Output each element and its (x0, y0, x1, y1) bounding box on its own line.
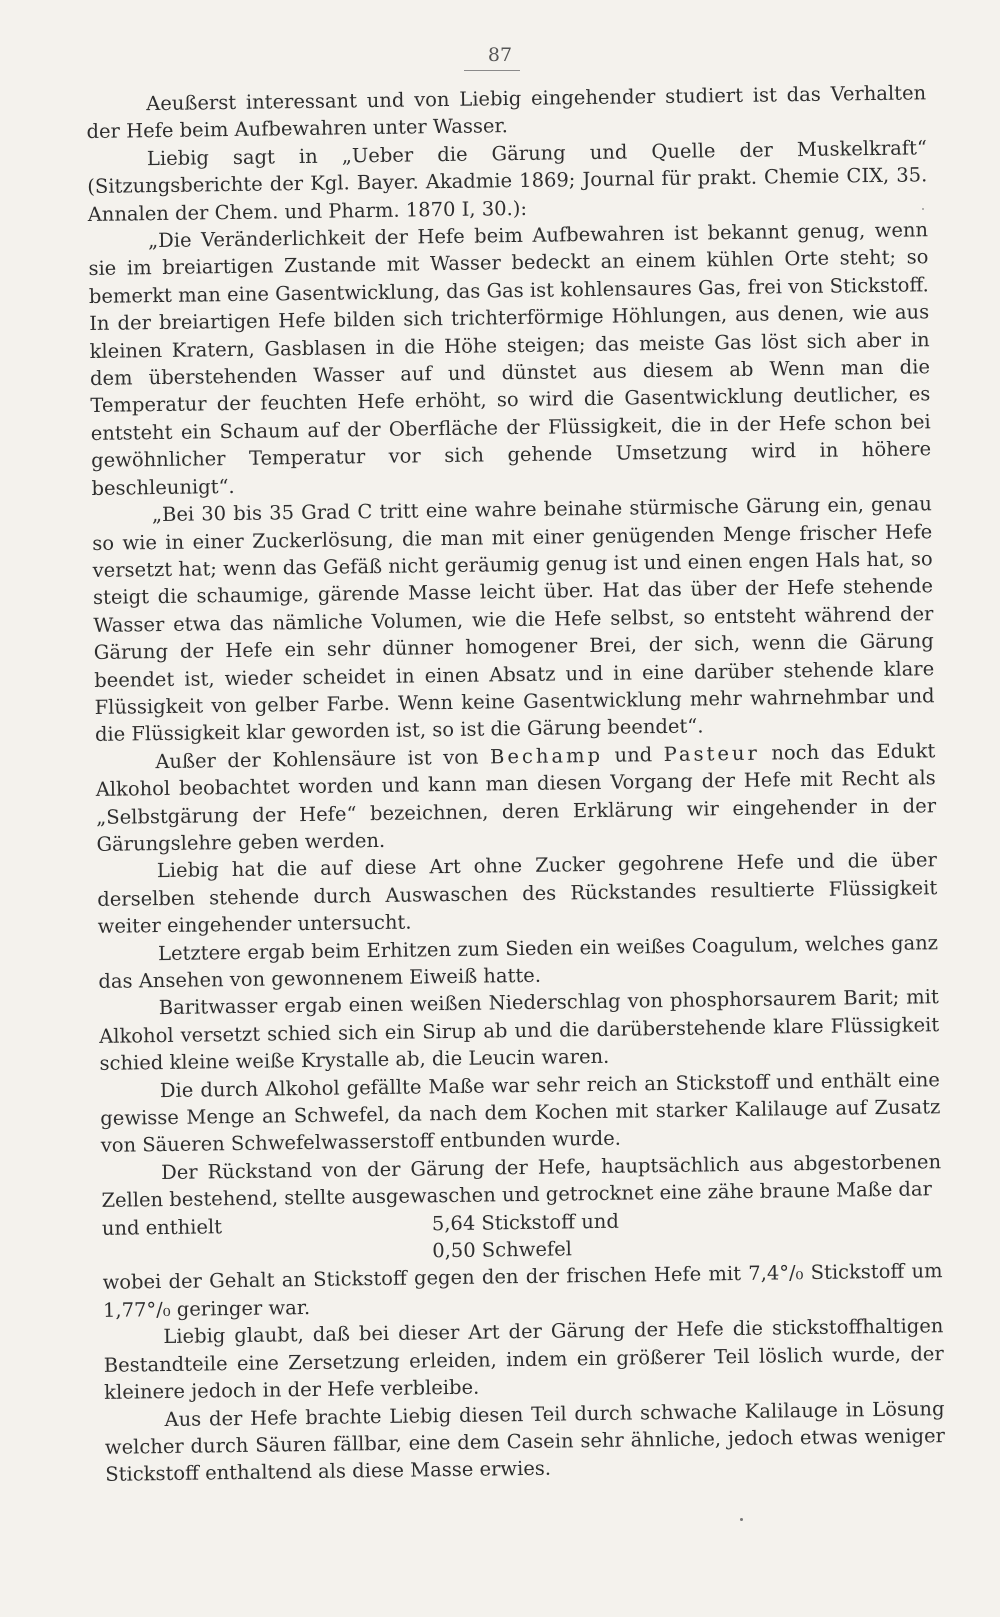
scan-speck (740, 1518, 743, 1521)
paragraph: Letztere ergab beim Erhitzen zum Sieden ein weißes Coagulum, welches ganz das Ansehen von gewonnenem Eiweiß hatte. (98, 930, 939, 993)
page-number: 87 (487, 44, 513, 66)
body-text (86, 79, 945, 1488)
composition-lead: und enthielt (101, 1214, 223, 1240)
paragraph-text: und (602, 742, 664, 767)
paragraph-text: noch das Edukt Alkohol beobachtet worden und kann man diesen Vorgang der Hefe mit Recht als „Selbstgärung der Hefe“ bezeichnen, deren Erklärung wir eingehender in der Gärungslehre geben werden. (95, 738, 937, 856)
composition-row: 0,50 Schwefel (432, 1237, 573, 1263)
page-number-rule (464, 70, 520, 71)
paragraph: Aeußerst interessant und von Liebig eingehender studiert ist das Verhalten der Hefe beim Aufbewahren unter Wasser. (86, 81, 927, 144)
paragraph: Liebig hat die auf diese Art ohne Zucker gegohrene Hefe und die über derselben stehende durch Auswaschen des Rückstandes resultierte Flüssigkeit weiter eingehender untersucht. (97, 848, 938, 939)
scan-speck (922, 208, 924, 210)
composition-row: 5,64 Stickstoff und (431, 1209, 620, 1235)
author-name-pasteur: Pasteur (663, 741, 760, 766)
paragraph: Aus der Hefe brachte Liebig diesen Teil durch schwache Kalilauge in Lösung welcher durch Säuren fällbar, eine dem Casein sehr ähnliche, jedoch etwas weniger Stickstoff enthaltend als diese Masse erwies. (104, 1396, 946, 1487)
paragraph: Baritwasser ergab einen weißen Niederschlag von phosphorsaurem Barit; mit Alkohol versetzt schied sich ein Sirup ab und die darüberstehende klare Flüssigkeit schied kleine weiße Krystalle ab, die Leucin waren. (99, 985, 940, 1076)
paragraph: Liebig glaubt, daß bei dieser Art der Gärung der Hefe die stickstoffhaltigen Bestandteile eine Zersetzung erleiden, indem ein größerer Teil löslich wurde, der kleinere jedoch in der Hefe verbleibe. (103, 1314, 944, 1404)
paragraph: Liebig sagt in „Ueber die Gärung und Quelle der Muskelkraft“ (Sitzungsberichte der Kgl. Bayer. Akadmie 1869; Journal für prakt. Chemie CIX, 35. Annalen der Chem. und Pharm. 1870 I, 30.): (87, 136, 928, 226)
paragraph-text: Außer der Kohlensäure ist von (155, 745, 491, 773)
paragraph: Die durch Alkohol gefällte Maße war sehr reich an Stickstoff und enthält eine gewisse Menge an Schwefel, da nach dem Kochen mit starker Kalilauge auf Zusatz von Säueren Schwefelwasserstoff entbunden wurde. (100, 1067, 941, 1158)
paragraph: wobei der Gehalt an Stickstoff gegen den der frischen Hefe mit 7,4°/₀ Stickstoff um 1,77°/₀ geringer war. (102, 1259, 943, 1322)
quotation-paragraph: „Bei 30 bis 35 Grad C tritt eine wahre beinahe stürmische Gärung ein, genau so wie in einer Zuckerlösung, die man mit einer genügenden Menge frischer Hefe versetzt hat; wenn das Gefäß nicht geräumig genug ist und einen engen Hals hat, so steigt die schaumige, gärende Masse leicht über. Hat das über der Hefe stehende Wasser etwa das nämliche Volumen, wie die Hefe selbst, so entsteht während der Gärung der Hefe ein sehr dünner homogener Brei, der sich, wenn die Gärung beendet ist, wieder scheidet in einen Absatz und in eine darüber stehende klare Flüssigkeit von gelber Farbe. Wenn keine Gasentwicklung mehr wahrnehmbar und die Flüssigkeit klar geworden ist, so ist die Gärung beendet“. (92, 492, 935, 747)
quotation-paragraph: „Die Veränderlichkeit der Hefe beim Aufbewahren ist bekannt genug, wenn sie im breiartigen Zustande mit Wasser bedeckt an einem kühlen Orte steht; so bemerkt man eine Gasentwicklung, das Gas ist kohlensaures Gas, frei von Stickstoff. In der breiartigen Hefe bilden sich trichterförmige Höhlungen, aus denen, wie aus kleinen Kratern, Gasblasen in die Höhe steigen; das meiste Gas löst sich aber in dem überstehenden Wasser auf und dünstet aus diesem ab Wenn man die Temperatur der feuchten Hefe erhöht, so wird die Gasentwicklung deutlicher, es entsteht ein Schaum auf der Oberfläche der Flüssigkeit, die in der Hefe schon bei gewöhnlicher Temperatur vor sich gehende Umsetzung wird in höhere beschleunigt“. (88, 218, 932, 500)
paragraph: Der Rückstand von der Gärung der Hefe, hauptsächlich aus abgestorbenen Zellen bestehend, stellte ausgewaschen und getrocknet eine zähe braune Maße dar (101, 1150, 942, 1213)
composition-values (102, 1203, 943, 1270)
paragraph (95, 737, 936, 858)
author-name-bechamp: Bechamp (489, 743, 604, 769)
